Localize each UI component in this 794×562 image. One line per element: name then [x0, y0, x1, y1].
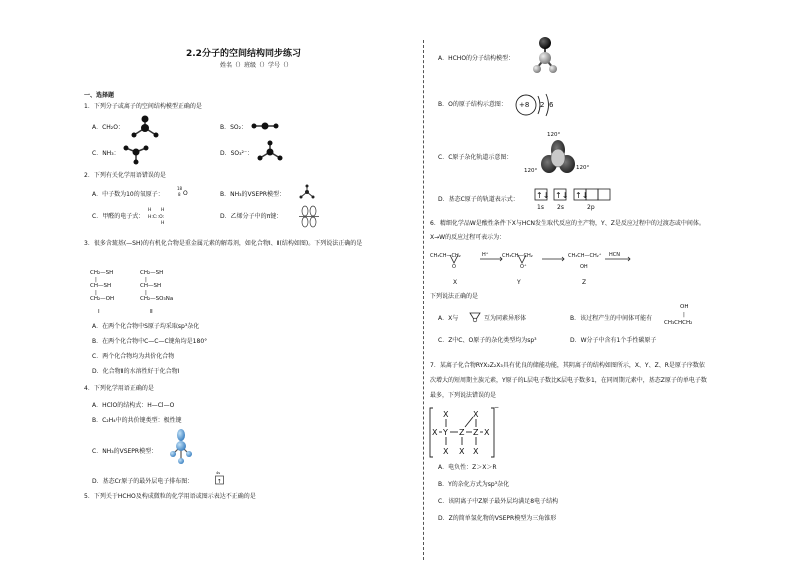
svg-text:CH₃CH—CH₂: CH₃CH—CH₂: [502, 253, 533, 259]
q2-d-pi-bond-icon: [297, 205, 321, 229]
q4-d-orbital-box-icon: [214, 470, 226, 486]
q6-prompt: 下列说法正确的是: [430, 293, 479, 300]
q2-a-mass-number: 18: [177, 186, 183, 191]
q6-b-struct-chain: CH₃CHCH₂: [664, 320, 693, 326]
q6-b-struct-bond: |: [683, 312, 685, 318]
svg-text:Z: Z: [459, 428, 465, 437]
svg-text:X: X: [443, 410, 449, 419]
q5-d-orbital-diagram-icon: [534, 188, 624, 202]
q7-option-d[interactable]: D．Z的简单氢化物的VSEPR模型为三角锥形: [438, 515, 557, 522]
q1-option-c[interactable]: C．NH₃：: [92, 150, 120, 157]
q6-scheme-hcn-label: HCN: [609, 252, 620, 258]
q5-c-angle-left: 120°: [524, 168, 538, 174]
svg-text:O: O: [452, 264, 456, 270]
svg-text:H:C::O:: H:C::O:: [148, 215, 165, 220]
compound-2-bond-1: |: [145, 277, 147, 283]
svg-text:Y: Y: [443, 428, 448, 437]
q5-option-c[interactable]: C．C原子杂化轨道示意图：: [438, 154, 513, 161]
question-4-stem: 4．下列化学用语正确的是: [84, 385, 154, 392]
q4-option-a[interactable]: A．HClO的结构式：H—Cl—O: [92, 402, 175, 409]
q2-b-vsepr-icon: [298, 184, 316, 200]
q7-option-c[interactable]: C．该阴离子中Z原子最外层均满足8电子结构: [438, 498, 559, 505]
q5-option-b[interactable]: B．O的原子结构示意图：: [438, 101, 507, 108]
q4-option-b[interactable]: B．C₂H₄中的共价键类型：极性键: [92, 417, 182, 424]
svg-text:X: X: [443, 447, 449, 456]
q2-option-b[interactable]: B．NH₃的VSEPR模型：: [220, 191, 286, 198]
q5-d-label-2s: 2s: [557, 204, 564, 211]
q5-a-hcho-model-icon: [530, 34, 560, 78]
q2-option-a[interactable]: A．中子数为10的氧原子：: [92, 191, 164, 198]
q3-option-c[interactable]: C．两个化合物均为共价化合物: [92, 353, 175, 360]
svg-text:↑↓: ↑↓: [555, 191, 569, 200]
q6-b-struct-oh: OH: [680, 304, 689, 310]
question-6-stem: 6．精细化学品W是酸性条件下X与HCN发生取代反应的主产物，Y、Z是反应过程中的过渡态或中间体。: [430, 220, 705, 227]
compound-1-bond-2: |: [95, 290, 97, 296]
question-6-stem-2: X→W的反应过程可表示为：: [430, 234, 506, 241]
q5-option-d[interactable]: D．基态C原子的轨道表示式：: [438, 196, 519, 203]
q1-a-model-icon: [128, 115, 162, 139]
question-1-stem: 1．下列分子或离子的空间结构模型正确的是: [84, 103, 202, 110]
svg-text:↑↓: ↑↓: [536, 191, 550, 200]
q1-d-model-icon: [254, 140, 288, 166]
compound-2-line-1: CH₂—SH: [140, 270, 164, 276]
compound-1-line-1: CH₂—SH: [90, 270, 114, 276]
q4-option-c[interactable]: C．NH₃的VSEPR模型：: [92, 448, 158, 455]
q6-option-d[interactable]: D．W分子中含有1个手性碳原子: [570, 337, 657, 344]
q4-option-d[interactable]: D．基态Cr原子的最外层电子排布图：: [92, 478, 194, 485]
question-3-stem: 3．很多含巯基(—SH)的有机化合物是重金属元素的解毒剂，如化合物Ⅰ、Ⅱ(结构如图)。下列说法正确的是: [84, 240, 363, 247]
svg-text:−: −: [494, 404, 500, 411]
q6-option-c[interactable]: C．Z中C、O原子的杂化类型均为sp³: [438, 337, 537, 344]
q6-label-y: Y: [517, 279, 521, 286]
q2-a-atomic-number: 8: [178, 192, 181, 197]
question-5-stem: 5．下列关于HCHO及构成微粒的化学用语或图示表达不正确的是: [84, 493, 256, 500]
svg-text:X: X: [432, 428, 438, 437]
q5-d-label-1s: 1s: [537, 204, 544, 211]
compound-1-bond-1: |: [95, 277, 97, 283]
svg-text:X: X: [473, 447, 479, 456]
q6-option-a-tail: 互为同素异形体: [484, 315, 527, 322]
student-info: 姓名（）班级（）学号（）: [220, 62, 293, 69]
svg-text:Z: Z: [473, 428, 479, 437]
svg-text:H: H: [161, 221, 165, 226]
svg-text:H: H: [161, 208, 165, 213]
section-heading: 一、选择题: [84, 92, 115, 99]
q6-label-z: Z: [582, 279, 587, 286]
svg-text:O⁺: O⁺: [520, 264, 527, 270]
compound-2-line-3: CH₂—SO₃Na: [140, 296, 174, 302]
q6-scheme-h-label: H⁺: [482, 252, 489, 258]
compound-1-line-2: CH—SH: [90, 283, 112, 289]
q7-anion-structure: [428, 405, 500, 461]
q5-option-a[interactable]: A．HCHO的分子结构模型：: [438, 55, 515, 62]
q7-option-b[interactable]: B．Y的杂化方式为sp³杂化: [438, 481, 510, 488]
svg-text:X: X: [473, 410, 479, 419]
question-7-stem: 7．某离子化合物RYX₂Z₂X₃具有优良的储能功能，其阴离子的结构如图所示，X、Y、Z、R是原子序数依: [430, 362, 705, 369]
q1-b-model-icon: [250, 121, 280, 131]
q2-option-d[interactable]: D．乙烯分子中的π键：: [220, 213, 283, 220]
q1-option-b[interactable]: B．SO₂：: [220, 124, 248, 131]
svg-text:X: X: [484, 428, 490, 437]
q2-a-symbol: O: [183, 190, 188, 197]
q5-b-nucleus-charge: +8: [519, 101, 530, 109]
svg-text:↑↓: ↑↓: [575, 191, 589, 200]
q3-option-d[interactable]: D．化合物Ⅱ的水溶性好于化合物Ⅰ: [92, 368, 180, 375]
svg-text:↑: ↑: [217, 479, 222, 485]
q5-b-shell-1: 2: [540, 101, 545, 109]
q5-c-angle-top: 120°: [547, 132, 561, 138]
compound-2-bond-2: |: [145, 290, 147, 296]
q3-option-b[interactable]: B．在两个化合物中C—C—C键角均是180°: [92, 338, 208, 345]
q1-option-a[interactable]: A．CH₂O：: [92, 124, 124, 131]
q6-option-a[interactable]: A．X与: [438, 315, 459, 322]
compound-1-label: Ⅰ: [98, 309, 100, 315]
q6-a-epoxide-icon: [469, 311, 481, 323]
svg-text:CH₃CH—CH₂: CH₃CH—CH₂: [430, 253, 461, 259]
svg-text:OH: OH: [580, 264, 588, 270]
svg-text:CH₃CH—CH₂⁺: CH₃CH—CH₂⁺: [568, 253, 602, 259]
q3-option-a[interactable]: A．在两个化合物中S原子均采取sp³杂化: [92, 323, 200, 330]
q6-option-b[interactable]: B．该过程产生的中间体可能有: [570, 315, 653, 322]
q1-c-model-icon: [120, 140, 154, 166]
question-7-stem-2: 次增大的短周期主族元素，Y原子的L层电子数比K层电子数多1，在同周期元素中，基态Z原子的单电子数: [430, 377, 707, 384]
q5-c-angle-right: 120°: [576, 165, 590, 171]
q2-option-c[interactable]: C．甲醛的电子式：: [92, 213, 145, 220]
q5-c-hybrid-orbital-icon: [540, 138, 576, 178]
column-divider: [423, 40, 424, 560]
svg-text:X: X: [459, 447, 465, 456]
q2-c-electron-formula-icon: [146, 206, 182, 226]
svg-text:4s: 4s: [216, 471, 221, 475]
question-7-stem-3: 最多，下列说法错误的是: [430, 392, 497, 399]
compound-2-label: Ⅱ: [150, 309, 153, 315]
question-2-stem: 2．下列有关化学用语错误的是: [84, 172, 166, 179]
q5-d-label-2p: 2p: [587, 204, 595, 211]
page-title: 2.2分子的空间结构同步练习: [186, 49, 301, 59]
q4-c-vsepr-model-icon: [168, 428, 194, 468]
q7-option-a[interactable]: A．电负性：Z＞X＞R: [438, 464, 497, 471]
svg-text:H: H: [148, 208, 152, 213]
compound-2-line-2: CH—SH: [140, 283, 162, 289]
q6-label-x: X: [453, 279, 458, 286]
q5-b-shell-2: 6: [549, 101, 554, 109]
q1-option-d[interactable]: D．SO₃²⁻：: [220, 150, 254, 157]
compound-1-line-3: CH₂—OH: [90, 296, 115, 302]
